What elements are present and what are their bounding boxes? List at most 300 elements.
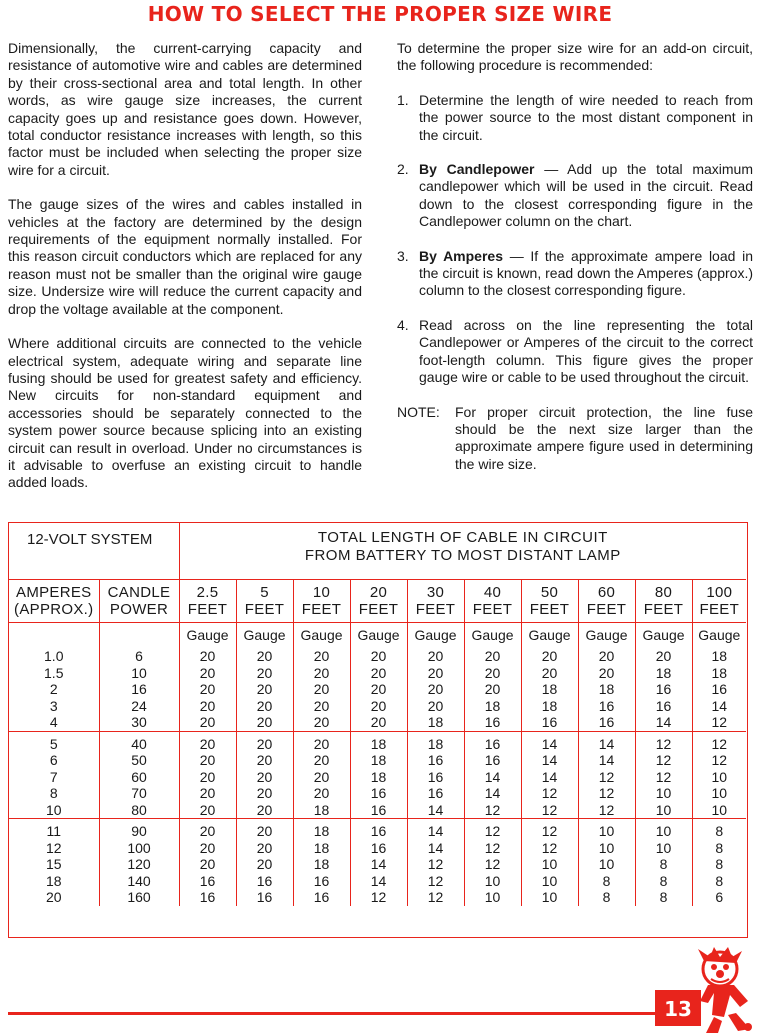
table-row-group xyxy=(9,644,746,731)
table-cell: 14 xyxy=(484,768,501,785)
step-body: Determine the length of wire needed to reach from the power source to the most distant component in the circuit. xyxy=(419,91,753,143)
length-header xyxy=(464,580,521,623)
table-cell: 6 xyxy=(135,648,143,664)
table-cell: 16 xyxy=(541,714,558,730)
feet-label: FEET xyxy=(187,601,228,618)
table-cell: 20 xyxy=(598,648,615,664)
table-cell: 8 xyxy=(659,889,668,905)
table-cell: 20 xyxy=(199,752,216,768)
gauge-cell xyxy=(179,819,236,906)
table-cell: 2 xyxy=(49,681,58,697)
gauge-cell xyxy=(578,731,635,819)
table-cell: 20 xyxy=(256,752,273,768)
table-cell: 18 xyxy=(313,801,330,818)
table-cell: 20 xyxy=(313,768,330,785)
table-cell: 20 xyxy=(256,664,273,681)
length-value: 50 xyxy=(540,584,559,601)
step-body: — If the approximate ampere load in the circuit is known, read down the Amperes (approx.) column to the closest corresponding figure. xyxy=(419,247,754,299)
feet-label: FEET xyxy=(699,601,740,618)
step-body: Read across on the line representing the total Candlepower or Amperes of the circuit to the correct foot-length column. This figure gives the proper gauge wire or cable to be used throughout the circuit. xyxy=(419,316,753,386)
table-cell: 12 xyxy=(598,801,615,818)
amperes-cell xyxy=(9,819,99,906)
table-cell: 12 xyxy=(427,856,444,872)
table-cell: 16 xyxy=(655,681,672,697)
table-cell: 20 xyxy=(256,735,273,752)
gauge-cell xyxy=(521,731,578,819)
length-value: 5 xyxy=(260,584,269,601)
table-cell: 8 xyxy=(715,839,724,856)
table-cell: 12 xyxy=(541,801,558,818)
table-cell: 20 xyxy=(313,735,330,752)
header-line: (APPROX.) xyxy=(14,601,94,618)
gauge-cell xyxy=(350,731,407,819)
feet-label: FEET xyxy=(244,601,285,618)
table-cell: 16 xyxy=(598,714,615,730)
table-cell: 12 xyxy=(711,752,728,768)
table-cell: 10 xyxy=(598,839,615,856)
table-cell: 16 xyxy=(427,752,444,768)
gauge-label: Gauge xyxy=(578,623,635,645)
table-cell: 20 xyxy=(199,735,216,752)
table-cell: 12 xyxy=(370,889,387,905)
table-cell: 1.5 xyxy=(44,664,64,681)
table-cell: 18 xyxy=(427,714,444,730)
table-cell: 16 xyxy=(256,872,273,889)
gauge-cell xyxy=(578,644,635,731)
table-cell: 10 xyxy=(541,872,558,889)
table-cell: 20 xyxy=(256,768,273,785)
table-cell: 16 xyxy=(655,697,672,714)
header-line: AMPERES xyxy=(16,584,92,601)
page-number: 13 xyxy=(655,990,701,1026)
table-cell: 20 xyxy=(313,648,330,664)
table-cell: 160 xyxy=(127,889,151,905)
table-cell: 80 xyxy=(131,801,147,818)
table-cell: 20 xyxy=(313,697,330,714)
table-cell: 3 xyxy=(49,697,58,714)
table-cell: 20 xyxy=(256,648,273,664)
table-cell: 11 xyxy=(46,823,62,839)
table-cell: 20 xyxy=(199,801,216,818)
gauge-cell xyxy=(293,644,350,731)
gauge-cell xyxy=(635,819,692,906)
table-cell: 12 xyxy=(45,839,62,856)
table-cell: 20 xyxy=(370,697,387,714)
table-cell: 12 xyxy=(655,752,672,768)
table-cell: 12 xyxy=(598,785,615,801)
gauge-cell xyxy=(692,819,746,906)
table-cell: 12 xyxy=(484,839,501,856)
gauge-cell xyxy=(464,644,521,731)
table-cell: 10 xyxy=(484,872,501,889)
step-heading: By Candlepower xyxy=(419,161,535,178)
procedure-step xyxy=(397,161,753,231)
paragraph: The gauge sizes of the wires and cables installed in vehicles at the factory are determined by the design requirements of the equipment normally installed. For this reason circuit conductors which are replaced for any reason must not be smaller than the original wire gauge size. Undersize wire will reduce the current capacity and drop the voltage available at the component. xyxy=(8,196,362,317)
table-cell: 18 xyxy=(484,697,501,714)
table-cell: 16 xyxy=(370,801,387,818)
table-cell: 10 xyxy=(711,801,728,818)
table-cell: 16 xyxy=(598,697,615,714)
table-cell: 30 xyxy=(131,714,147,730)
table-cell: 1.0 xyxy=(44,648,64,664)
table-cell: 20 xyxy=(313,681,330,697)
empty-cell xyxy=(99,623,179,645)
table-cell: 20 xyxy=(370,664,387,681)
length-value: 80 xyxy=(654,584,673,601)
gauge-cell xyxy=(236,819,293,906)
table-cell: 20 xyxy=(199,823,216,839)
feet-label: FEET xyxy=(529,601,570,618)
note-label: NOTE: xyxy=(397,403,440,420)
table-cell: 20 xyxy=(484,664,501,681)
table-cell: 16 xyxy=(711,681,728,697)
step-number: 1. xyxy=(397,91,409,108)
table-cell: 10 xyxy=(484,889,501,905)
table-cell: 90 xyxy=(131,823,147,839)
length-header xyxy=(293,580,350,623)
table-cell: 120 xyxy=(127,856,151,872)
length-header xyxy=(407,580,464,623)
table-cell: 18 xyxy=(313,823,330,839)
length-header xyxy=(179,580,236,623)
empty-cell xyxy=(9,623,99,645)
table-cell: 8 xyxy=(715,823,724,839)
table-cell: 14 xyxy=(598,735,615,752)
length-value: 20 xyxy=(369,584,388,601)
table-cell: 20 xyxy=(484,681,501,697)
gauge-cell xyxy=(635,644,692,731)
table-cell: 100 xyxy=(127,839,151,856)
table-cell: 18 xyxy=(313,856,330,872)
table-cell: 14 xyxy=(427,801,444,818)
table-cell: 18 xyxy=(541,681,558,697)
table-cell: 10 xyxy=(45,801,62,818)
table-cell: 18 xyxy=(541,697,558,714)
amperes-header xyxy=(9,580,99,623)
gauge-cell xyxy=(293,819,350,906)
length-value: 10 xyxy=(312,584,331,601)
step-heading: By Amperes xyxy=(419,247,503,264)
table-cell: 16 xyxy=(199,872,216,889)
system-label: 12-VOLT SYSTEM xyxy=(9,523,179,580)
table-cell: 20 xyxy=(541,648,558,664)
table-cell: 16 xyxy=(370,839,387,856)
header-line: POWER xyxy=(109,601,169,618)
table-cell: 20 xyxy=(484,648,501,664)
gauge-cell xyxy=(179,731,236,819)
procedure-step xyxy=(397,317,753,387)
table-cell: 15 xyxy=(45,856,62,872)
table-cell: 14 xyxy=(541,735,558,752)
table-cell: 20 xyxy=(427,697,444,714)
table-cell: 16 xyxy=(484,714,501,730)
gauge-label: Gauge xyxy=(698,627,741,643)
table-cell: 20 xyxy=(199,768,216,785)
gauge-label: Gauge xyxy=(464,623,521,645)
gauge-cell xyxy=(692,731,746,819)
table-cell: 20 xyxy=(370,648,387,664)
table-cell: 20 xyxy=(427,664,444,681)
procedure-step xyxy=(397,92,753,144)
length-value: 2.5 xyxy=(196,584,219,601)
step-text xyxy=(419,92,753,144)
candlepower-cell xyxy=(99,644,179,731)
table-cell: 16 xyxy=(484,735,501,752)
table-cell: 8 xyxy=(659,856,668,872)
table-cell: 10 xyxy=(655,785,672,801)
table-cell: 20 xyxy=(199,697,216,714)
table-cell: 20 xyxy=(427,648,444,664)
table-cell: 10 xyxy=(131,664,147,681)
feet-label: FEET xyxy=(301,601,342,618)
table-cell: 16 xyxy=(199,889,216,905)
table-cell: 14 xyxy=(484,785,501,801)
table-row-group xyxy=(9,731,746,819)
table-cell: 16 xyxy=(427,768,444,785)
table-cell: 20 xyxy=(598,664,615,681)
table-cell: 7 xyxy=(49,768,58,785)
length-header xyxy=(350,580,407,623)
table-cell: 16 xyxy=(370,785,387,801)
paragraph: Where additional circuits are connected to the vehicle electrical system, adequate wiring and separate line fusing should be used for greatest safety and efficiency. New circuits for non-standard equipment and accessories should be separately connected to the system power source because splicing into an existing circuit can result in overload. Under no circumstances is it advisable to overfuse an existing circuit to handle added loads. xyxy=(8,335,362,491)
table-cell: 20 xyxy=(256,714,273,730)
feet-label: FEET xyxy=(358,601,399,618)
amperes-cell xyxy=(9,731,99,819)
length-header xyxy=(578,580,635,623)
gauge-cell xyxy=(293,731,350,819)
table-cell: 20 xyxy=(199,648,216,664)
table-cell: 12 xyxy=(484,823,501,839)
table-cell: 20 xyxy=(427,681,444,697)
length-value: 60 xyxy=(597,584,616,601)
table-cell: 20 xyxy=(256,681,273,697)
table-cell: 8 xyxy=(659,872,668,889)
gauge-cell xyxy=(464,731,521,819)
paragraph: Dimensionally, the current-carrying capacity and resistance of automotive wire and cables are determined by their cross-sectional area and total length. In other words, as wire gauge size increases, the current capacity goes up and resistance goes down. However, total conductor resistance increases with length, so this factor must be included when selecting the proper size wire for a circuit. xyxy=(8,40,362,178)
feet-label: FEET xyxy=(415,601,456,618)
step-number: 4. xyxy=(397,316,409,333)
gauge-cell xyxy=(635,731,692,819)
table-cell: 6 xyxy=(715,889,724,905)
table-cell: 14 xyxy=(427,823,444,839)
table-cell: 14 xyxy=(711,697,728,714)
table-cell: 12 xyxy=(484,856,501,872)
table-cell: 14 xyxy=(655,714,672,730)
table-cell: 20 xyxy=(199,714,216,730)
length-header xyxy=(236,580,293,623)
table-cell: 18 xyxy=(711,648,728,664)
table-cell: 12 xyxy=(655,768,672,785)
gauge-cell xyxy=(350,819,407,906)
feet-label: FEET xyxy=(643,601,684,618)
table-cell: 10 xyxy=(655,801,672,818)
table-cell: 20 xyxy=(199,856,216,872)
table-cell: 10 xyxy=(655,823,672,839)
table-cell: 18 xyxy=(427,735,444,752)
table-row-group xyxy=(9,819,746,906)
left-column xyxy=(8,40,362,509)
note xyxy=(397,404,753,474)
table-cell: 16 xyxy=(427,785,444,801)
step-body: — Add up the total maximum candlepower which will be used in the circuit. Read down to the closest corresponding figure in the Candlepower column on the chart. xyxy=(419,161,753,230)
table-cell: 20 xyxy=(370,681,387,697)
table-cell: 14 xyxy=(598,752,615,768)
total-length-line: FROM BATTERY TO MOST DISTANT LAMP xyxy=(304,547,621,564)
table-cell: 18 xyxy=(370,752,387,768)
table-cell: 16 xyxy=(313,889,330,905)
table-cell: 18 xyxy=(313,839,330,856)
candlepower-header xyxy=(99,580,179,623)
table-cell: 16 xyxy=(484,752,501,768)
table-cell: 18 xyxy=(655,664,672,681)
table-cell: 20 xyxy=(541,664,558,681)
gauge-label: Gauge xyxy=(293,623,350,645)
table-cell: 12 xyxy=(711,735,728,752)
table-cell: 14 xyxy=(370,856,387,872)
feet-label: FEET xyxy=(586,601,627,618)
table-cell: 18 xyxy=(370,768,387,785)
table-cell: 20 xyxy=(256,823,273,839)
procedure-step xyxy=(397,248,753,300)
table-cell: 20 xyxy=(256,801,273,818)
gauge-cell xyxy=(521,644,578,731)
table-cell: 12 xyxy=(541,785,558,801)
table-cell: 8 xyxy=(602,889,611,905)
table-cell: 20 xyxy=(313,785,330,801)
table-cell: 20 xyxy=(256,839,273,856)
right-column xyxy=(397,40,753,473)
table-cell: 18 xyxy=(370,735,387,752)
length-value: 30 xyxy=(426,584,445,601)
gauge-label: Gauge xyxy=(521,623,578,645)
table-cell: 4 xyxy=(49,714,58,730)
table-cell: 16 xyxy=(370,823,387,839)
gauge-label: Gauge xyxy=(236,623,293,645)
table-cell: 10 xyxy=(598,856,615,872)
table-cell: 20 xyxy=(199,785,216,801)
gauge-cell xyxy=(464,819,521,906)
step-text xyxy=(419,161,753,231)
gauge-label: Gauge xyxy=(407,623,464,645)
table-cell: 10 xyxy=(598,823,615,839)
table-cell: 140 xyxy=(127,872,151,889)
gauge-label: Gauge xyxy=(350,623,407,645)
table-cell: 20 xyxy=(199,839,216,856)
table-cell: 14 xyxy=(370,872,387,889)
gauge-cell xyxy=(407,819,464,906)
table-cell: 20 xyxy=(655,648,672,664)
table-cell: 14 xyxy=(541,752,558,768)
table-cell: 20 xyxy=(313,714,330,730)
table-cell: 12 xyxy=(598,768,615,785)
feet-label: FEET xyxy=(472,601,513,618)
table-cell: 12 xyxy=(484,801,501,818)
table-cell: 20 xyxy=(313,752,330,768)
table-cell: 20 xyxy=(313,664,330,681)
table-cell: 12 xyxy=(427,889,444,905)
gauge-cell xyxy=(578,819,635,906)
table-cell: 8 xyxy=(49,785,58,801)
table-cell: 8 xyxy=(715,872,724,889)
table-cell: 6 xyxy=(49,752,58,768)
table-cell: 20 xyxy=(370,714,387,730)
table-cell: 24 xyxy=(131,697,147,714)
candlepower-cell xyxy=(99,731,179,819)
length-header xyxy=(521,580,578,623)
table-cell: 8 xyxy=(602,872,611,889)
wire-gauge-table xyxy=(8,522,748,938)
table-cell: 16 xyxy=(256,889,273,905)
table-cell: 12 xyxy=(541,823,558,839)
gauge-cell xyxy=(236,644,293,731)
step-number: 2. xyxy=(397,161,409,178)
table-cell: 70 xyxy=(131,785,147,801)
table-cell: 12 xyxy=(711,714,728,730)
table-cell: 18 xyxy=(598,681,615,697)
length-value: 100 xyxy=(706,584,733,601)
candlepower-cell xyxy=(99,819,179,906)
table-cell: 20 xyxy=(256,856,273,872)
table-cell: 18 xyxy=(711,664,728,681)
table-cell: 40 xyxy=(131,735,147,752)
table-cell: 10 xyxy=(711,768,728,785)
step-number: 3. xyxy=(397,247,409,264)
table-cell: 12 xyxy=(427,872,444,889)
step-text xyxy=(419,317,753,387)
gauge-cell xyxy=(407,644,464,731)
table-cell: 16 xyxy=(313,872,330,889)
table-cell: 12 xyxy=(541,839,558,856)
amperes-cell xyxy=(9,644,99,731)
table-cell: 20 xyxy=(256,785,273,801)
total-length-heading xyxy=(179,523,746,580)
header-line: CANDLE xyxy=(107,584,171,601)
table-cell: 18 xyxy=(45,872,62,889)
table-cell: 14 xyxy=(541,768,558,785)
gauge-cell xyxy=(407,731,464,819)
table-cell: 12 xyxy=(655,735,672,752)
step-text xyxy=(419,248,753,300)
table-cell: 20 xyxy=(45,889,62,905)
table-cell: 20 xyxy=(199,681,216,697)
gauge-cell xyxy=(521,819,578,906)
table-cell: 10 xyxy=(541,889,558,905)
wire-gauge-grid xyxy=(9,523,746,906)
table-cell: 20 xyxy=(256,697,273,714)
footer-rule xyxy=(8,1012,658,1015)
gauge-cell xyxy=(692,644,746,731)
table-cell: 60 xyxy=(131,768,147,785)
table-cell: 16 xyxy=(131,681,147,697)
table-cell: 10 xyxy=(541,856,558,872)
length-header xyxy=(692,580,746,623)
gauge-label: Gauge xyxy=(179,623,236,645)
table-cell: 10 xyxy=(711,785,728,801)
table-cell: 14 xyxy=(427,839,444,856)
table-cell: 5 xyxy=(49,735,58,752)
gauge-label: Gauge xyxy=(635,623,692,645)
procedure-intro: To determine the proper size wire for an add-on circuit, the following procedure is recommended: xyxy=(397,40,753,74)
table-cell: 20 xyxy=(199,664,216,681)
note-text: For proper circuit protection, the line fuse should be the next size larger than the approximate ampere figure used in determining the wire size. xyxy=(455,403,753,472)
length-value: 40 xyxy=(483,584,502,601)
gauge-cell xyxy=(350,644,407,731)
total-length-line: TOTAL LENGTH OF CABLE IN CIRCUIT xyxy=(317,529,608,546)
table-cell: 10 xyxy=(655,839,672,856)
length-header xyxy=(635,580,692,623)
gauge-cell xyxy=(236,731,293,819)
table-cell: 50 xyxy=(131,752,147,768)
